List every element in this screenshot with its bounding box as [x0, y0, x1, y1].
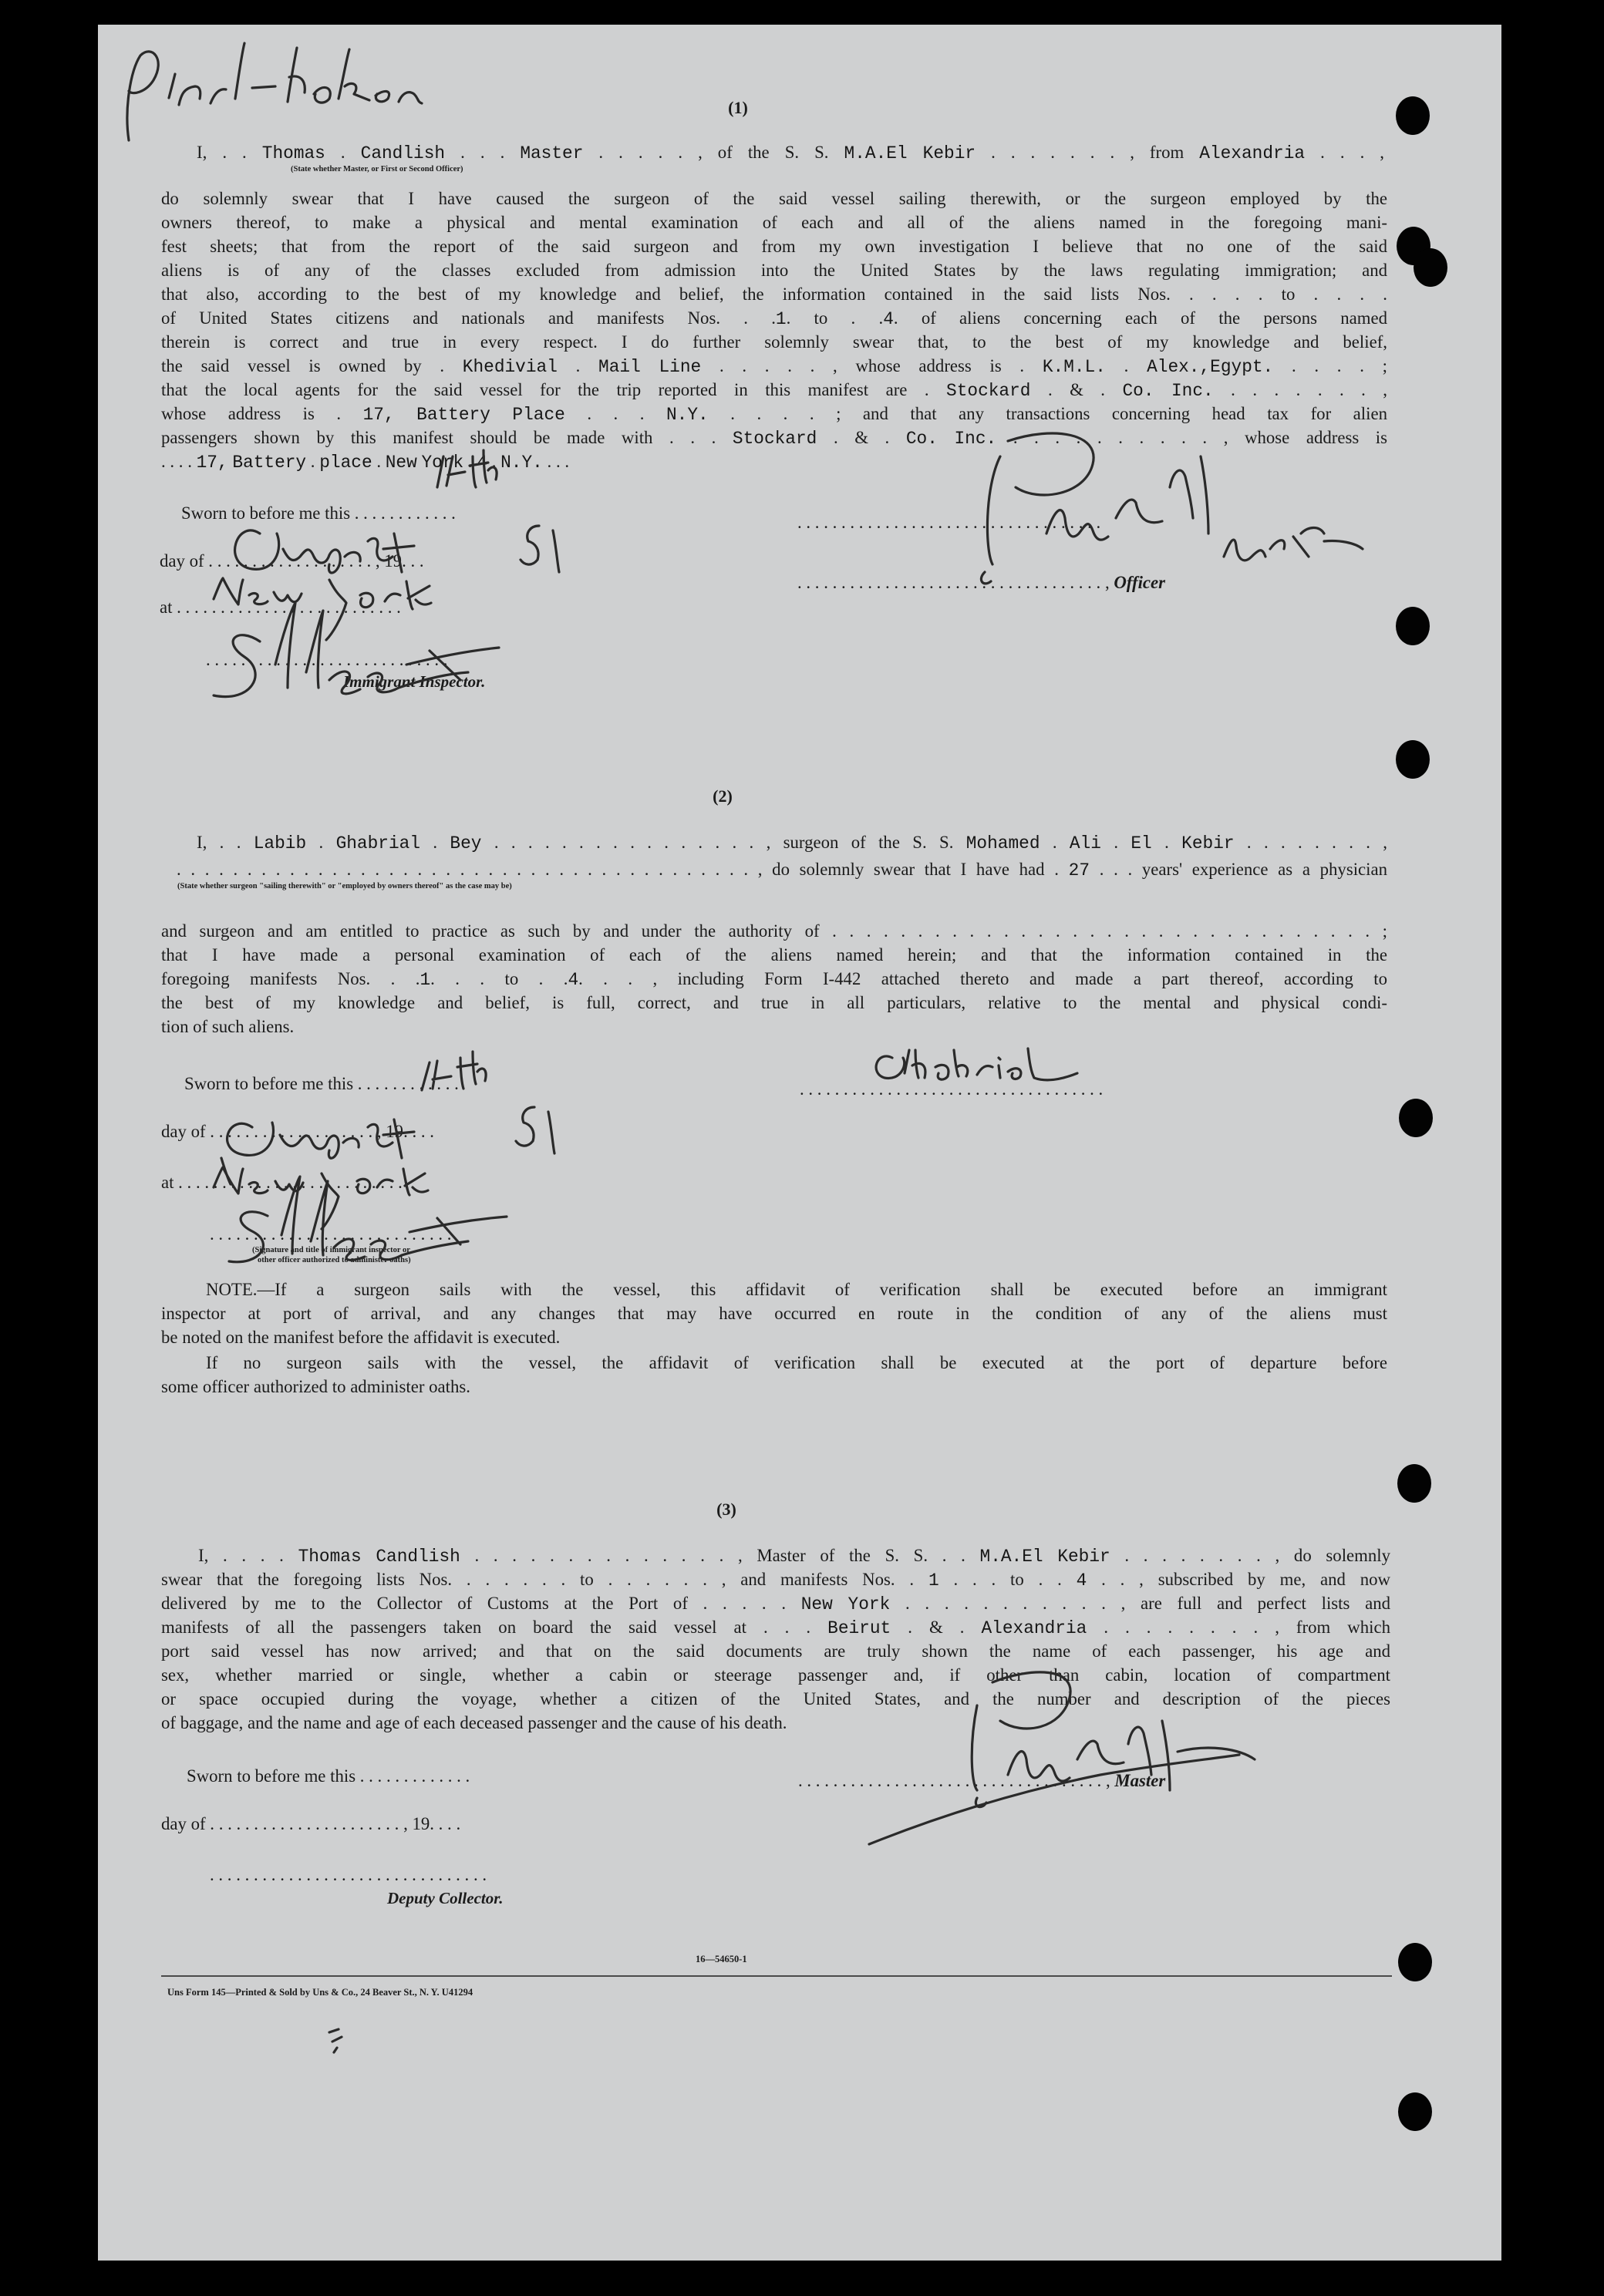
s2-sworn-line: Sworn to before me this . . . . . . . . . . . . — [184, 1074, 459, 1093]
s1-line-6: that also, according to the best of my knowledge and belief, the information contained in the said lists Nos. . . . . to . . . . — [161, 284, 1387, 304]
s3-day-of-line: day of . . . . . . . . . . . . . . . . . . . . . . , 19. . . . — [161, 1814, 461, 1833]
s1-signature-dots: . . . . . . . . . . . . . . . . . . . . . . . . . . . . . . . . . . . — [797, 513, 1101, 532]
s1-line-2: do solemnly swear that I have caused the surgeon of the said vessel sailing therewith, or the surgeon employed by the — [161, 189, 1387, 208]
s2-line-5: foregoing manifests Nos. . .1. . . to . .4. . . , including Form I-442 attached thereto and made a part thereof, according to — [161, 969, 1387, 990]
s2-inspector-caption-2: other officer authorized to administer oaths) — [258, 1256, 411, 1264]
s3-line-3: delivered by me to the Collector of Customs at the Port of . . . . . New York . . . . . . . . . . . , are full and perfect lists and — [161, 1594, 1390, 1614]
s1-day-of-line: day of . . . . . . . . . . . . . . . . . . . , 19. . . — [160, 551, 424, 571]
punch-hole-7 — [1397, 1464, 1431, 1503]
s2-note-line-2: inspector at port of arrival, and any changes that may have occurred en route in the condition of any of the aliens must — [161, 1304, 1387, 1323]
s1-line-7: of United States citizens and nationals and manifests Nos. . .1. to . .4. of aliens concerning each of the persons named — [161, 308, 1387, 329]
s3-line-5: port said vessel has now arrived; and that on the said documents are truly shown the name of each passenger, his age and — [161, 1641, 1390, 1661]
s3-line-1: I, . . . . Thomas Candlish . . . . . . . . . . . . . . , Master of the S. S. . . M.A.El Kebir . . . . . . . . , do solemnly — [198, 1546, 1391, 1567]
s1-line-11: whose address is . 17, Battery Place . . . N.Y. . . . . ; and that any transactions concerning head tax for alien — [161, 404, 1387, 425]
s1-inspector-caption: Immigrant Inspector. — [343, 672, 486, 691]
s2-line-3: and surgeon and am entitled to practice as such by and under the authority of . . . . . . . . . . . . . . . . . . . . . . . . . . . . . . . . ; — [161, 921, 1387, 941]
s2-year-scribble — [516, 1107, 554, 1153]
pier-note-scribble — [127, 43, 422, 140]
s3-deputy-caption: Deputy Collector. — [387, 1889, 504, 1907]
s3-deputy-dots: . . . . . . . . . . . . . . . . . . . . . . . . . . . . . . . . — [210, 1865, 487, 1884]
s2-at-line: at . . . . . . . . . . . . . . . . . . . . . . . . . . — [161, 1173, 403, 1192]
s1-at-line: at . . . . . . . . . . . . . . . . . . . . . . . . . . — [160, 598, 401, 617]
s1-officer-rank-note: (State whether Master, or First or Second Officer) — [291, 165, 463, 173]
punch-hole-1 — [1396, 96, 1430, 135]
s1-line-1: I, . . Thomas . Candlish . . . Master . . . . . , of the S. S. M.A.El Kebir . . . . . . . , from Alexandria . . . , — [197, 143, 1384, 163]
s2-surgeon-status-note: (State whether surgeon "sailing therewith" or "employed by owners thereof" as the case may be) — [177, 882, 512, 890]
section-1-heading: (1) — [728, 98, 748, 117]
s3-sworn-line: Sworn to before me this . . . . . . . . . . . . . — [187, 1766, 470, 1786]
section-3-heading: (3) — [716, 1500, 736, 1519]
s3-line-7: or space occupied during the voyage, whether a citizen of the United States, and the number and description of the pieces — [161, 1689, 1390, 1709]
s2-line-1: I, . . Labib . Ghabrial . Bey . . . . . . . . . . . . . . . . , surgeon of the S. S. Mohamed . Ali . El . Kebir . . . . . . . . , — [197, 833, 1387, 853]
manifest-affidavit-page — [98, 25, 1501, 2261]
s3-line-4: manifests of all the passengers taken on board the said vessel at . . . Beirut . & . Alexandria . . . . . . . . , from which — [161, 1618, 1390, 1638]
s1-officer-line: . . . . . . . . . . . . . . . . . . . . . . . . . . . . . . . . . . . , Officer — [797, 573, 1166, 592]
s2-note-line-5: some officer authorized to administer oaths. — [161, 1377, 470, 1396]
s1-inspector-dots: . . . . . . . . . . . . . . . . . . . . . . . . . . . . — [206, 650, 448, 669]
s2-note-line-1: NOTE.—If a surgeon sails with the vessel, this affidavit of verification shall be executed before an immigrant — [206, 1280, 1387, 1299]
s1-line-12: passengers shown by this manifest should be made with . . . Stockard . & . Co. Inc. . . . . . . . . . . , whose address is — [161, 428, 1387, 449]
s2-line-2: . . . . . . . . . . . . . . . . . . . . . . . . . . . . . . . . . . . . . . . . . , do solemnly swear that I have had . 27 . . . years' experience as a physician — [177, 860, 1387, 880]
s1-master-signature — [981, 433, 1363, 584]
s2-signature-dots: . . . . . . . . . . . . . . . . . . . . . . . . . . . . . . . . . . . — [800, 1079, 1104, 1099]
s1-line-9: the said vessel is owned by . Khedivial . Mail Line . . . . . , whose address is . K.M.L. . Alex.,Egypt. . . . . ; — [161, 356, 1387, 377]
punch-hole-5 — [1396, 740, 1430, 779]
s1-line-13: . . . . 17, Battery . place . New York . 4 . N.Y. . . . — [161, 452, 570, 473]
s3-line-8: of baggage, and the name and age of each deceased passenger and the cause of his death. — [161, 1713, 787, 1732]
section-2-heading: (2) — [713, 786, 733, 806]
punch-hole-6 — [1399, 1099, 1433, 1137]
s1-sworn-line: Sworn to before me this . . . . . . . . . . . . — [181, 503, 456, 523]
s2-surgeon-signature — [876, 1049, 1077, 1080]
s1-year-scribble — [521, 526, 559, 572]
punch-hole-3 — [1414, 248, 1447, 287]
s1-line-3: owners thereof, to make a physical and mental examination of each and all of the aliens named in the foregoing mani- — [161, 213, 1387, 232]
stray-ink-mark — [329, 2029, 342, 2052]
s3-line-2: swear that the foregoing lists Nos. . . . . . . to . . . . . . , and manifests Nos. . 1 . . . to . . 4 . . , subscribed by me, and now — [161, 1570, 1390, 1591]
punch-hole-8 — [1398, 1943, 1432, 1981]
footer-rule — [161, 1975, 1392, 1977]
s2-line-6: the best of my knowledge and belief, is full, correct, and true in all particulars, relative to the mental and physical condi- — [161, 993, 1387, 1012]
s2-inspector-caption-1: (Signature and title of immigrant inspector or — [252, 1246, 410, 1254]
s3-master-line: . . . . . . . . . . . . . . . . . . . . . . . . . . . . . . . . . . . , Master — [798, 1771, 1166, 1790]
s2-inspector-dots: . . . . . . . . . . . . . . . . . . . . . . . . . . . . — [210, 1224, 452, 1244]
s2-day-of-line: day of . . . . . . . . . . . . . . . . . . . , 19. . . . — [161, 1122, 434, 1141]
form-number: 16—54650-1 — [696, 1954, 747, 1964]
punch-hole-4 — [1396, 607, 1430, 645]
s1-line-10: that the local agents for the said vessel for the trip reported in this manifest are . Stockard . & . Co. Inc. . . . . . . . , — [161, 380, 1388, 401]
s2-line-7: tion of such aliens. — [161, 1017, 295, 1036]
s2-note-line-3: be noted on the manifest before the affidavit is executed. — [161, 1328, 561, 1347]
s3-line-6: sex, whether married or single, whether a cabin or steerage passenger and, if other than cabin, location of compartment — [161, 1665, 1390, 1685]
s1-line-8: therein is correct and true in every respect. I do further solemnly swear that, to the best of my knowledge and belief, — [161, 332, 1387, 352]
s2-note-line-4: If no surgeon sails with the vessel, the affidavit of verification shall be executed at the port of departure before — [206, 1353, 1387, 1372]
s1-line-5: aliens is of any of the classes excluded from admission into the United States by the laws regulating immigration; and — [161, 261, 1387, 280]
s2-line-4: that I have made a personal examination of each of the aliens named herein; and that the information contained in the — [161, 945, 1387, 965]
punch-hole-9 — [1398, 2092, 1432, 2131]
printer-imprint: Uns Form 145—Printed & Sold by Uns & Co., 24 Beaver St., N. Y. U41294 — [167, 1987, 473, 1998]
s1-line-4: fest sheets; that from the report of the said surgeon and from my own investigation I believe that no one of the said — [161, 237, 1387, 256]
